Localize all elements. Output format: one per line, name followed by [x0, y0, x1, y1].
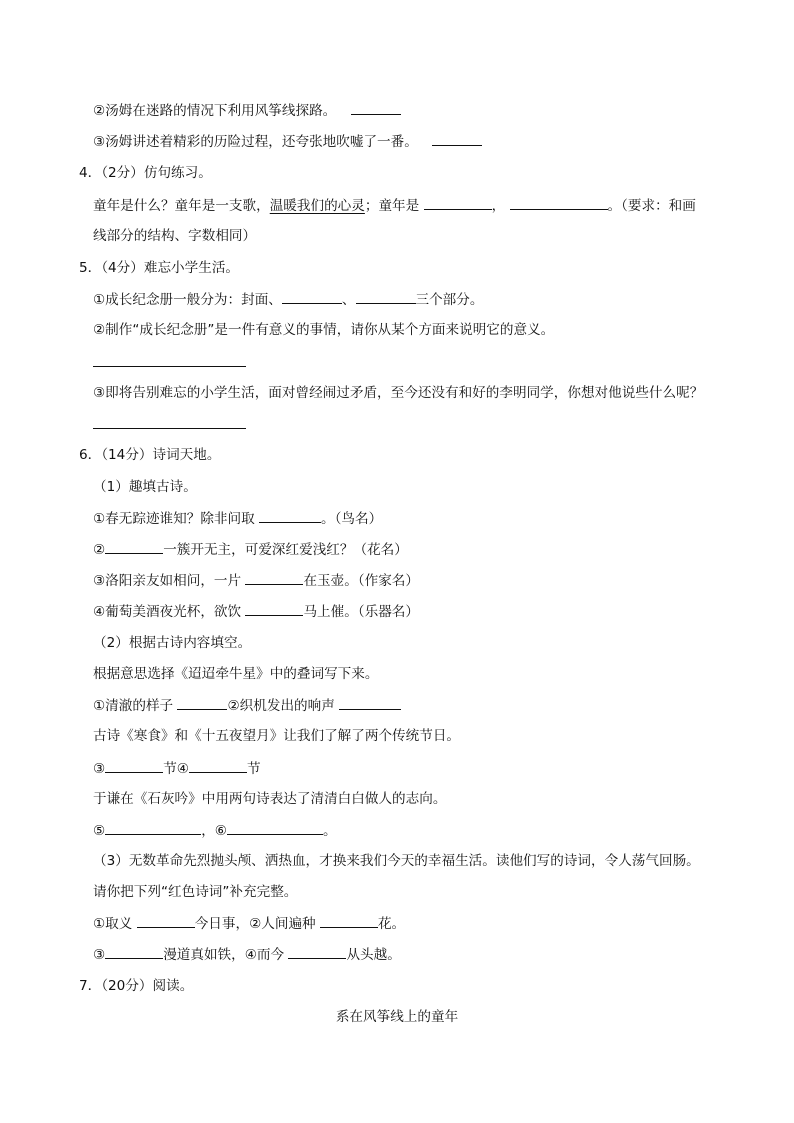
section-1-heading — [93, 477, 197, 497]
text: 从头越。 — [346, 947, 401, 963]
text: ， — [491, 198, 506, 214]
line-l1 — [93, 100, 401, 121]
text: ①清澈的样子 — [93, 698, 174, 714]
text: 5．（4分）难忘小学生活。 — [79, 260, 240, 276]
section-2-item-1-2 — [93, 695, 401, 716]
section-2-heading — [93, 633, 251, 653]
text: ②制作“成长纪念册”是一件有意义的事情，请你从某个方面来说明它的意义。 — [93, 322, 555, 338]
question-6-heading — [79, 445, 221, 465]
question-5-item-1 — [93, 289, 483, 310]
question-4-heading — [79, 163, 212, 183]
answer-blank[interactable] — [351, 100, 401, 115]
text: 今日事，②人间遍种 — [194, 916, 316, 932]
text: （1）趣填古诗。 — [93, 479, 197, 495]
text: 根据意思选择《迢迢牵牛星》中的叠词写下来。 — [93, 666, 379, 682]
question-7-heading — [79, 976, 193, 996]
text: ①取义 — [93, 916, 133, 932]
answer-blank[interactable] — [282, 289, 342, 304]
answer-blank[interactable] — [105, 944, 163, 959]
section-2-limestone-text — [93, 789, 446, 809]
text: （2）根据古诗内容填空。 — [93, 635, 252, 651]
text: 漫道真如铁，④而今 — [163, 947, 285, 963]
text: 线部分的结构、字数相同） — [93, 228, 257, 244]
answer-blank[interactable] — [339, 695, 401, 710]
answer-line[interactable] — [93, 366, 246, 367]
text: ②汤姆在迷路的情况下利用风筝线探路。 — [93, 103, 337, 119]
poem-item-2 — [93, 539, 408, 560]
answer-blank[interactable] — [245, 601, 303, 616]
text: ；童年是 — [364, 198, 420, 214]
answer-blank[interactable] — [105, 758, 163, 773]
answer-blank[interactable] — [245, 570, 303, 585]
line-l2 — [93, 131, 482, 152]
section-3-item-1-2 — [93, 913, 405, 934]
answer-blank[interactable] — [105, 539, 163, 554]
answer-blank[interactable] — [259, 508, 321, 523]
section-2-festival-text — [93, 726, 460, 746]
question-5-item-3 — [93, 383, 703, 403]
text: 节④ — [163, 761, 189, 777]
text: ，⑥ — [201, 823, 227, 839]
passage-title — [0, 1007, 794, 1027]
text: 马上催。（乐器名） — [303, 604, 419, 620]
text: 。（鸟名） — [321, 511, 383, 527]
underlined-text: 温暖我们的心灵 — [269, 198, 365, 214]
text: 4．（2分）仿句练习。 — [79, 165, 212, 181]
answer-blank[interactable] — [105, 820, 201, 835]
text: ③洛阳亲友如相问，一片 — [93, 573, 242, 589]
section-3-instruction — [93, 882, 297, 902]
section-2-instruction — [93, 664, 378, 684]
text: 。 — [322, 823, 337, 839]
section-3-item-3-4 — [93, 944, 401, 965]
answer-blank[interactable] — [137, 913, 195, 928]
text: 童年是什么？童年是一支歌， — [93, 198, 270, 214]
text: ②织机发出的响声 — [227, 698, 335, 714]
answer-blank[interactable] — [432, 131, 482, 146]
question-5-heading — [79, 258, 239, 278]
poem-item-1 — [93, 508, 382, 529]
text: 。（要求：和画 — [607, 198, 696, 214]
answer-blank[interactable] — [177, 695, 227, 710]
question-4-line-1 — [93, 195, 696, 216]
answer-blank[interactable] — [227, 820, 323, 835]
text: 花。 — [377, 916, 406, 932]
text: 古诗《寒食》和《十五夜望月》让我们了解了两个传统节日。 — [93, 728, 461, 744]
section-2-item-5-6 — [93, 820, 337, 841]
text: ①成长纪念册一般分为：封面、 — [93, 292, 282, 308]
text: 请你把下列“红色诗词”补充完整。 — [93, 884, 298, 900]
question-5-item-2 — [93, 320, 554, 340]
answer-blank[interactable] — [189, 758, 247, 773]
section-2-item-3-4 — [93, 758, 261, 779]
text: 在玉壶。（作家名） — [303, 573, 419, 589]
text: 节 — [246, 761, 261, 777]
answer-blank[interactable] — [356, 289, 416, 304]
section-3-heading — [93, 851, 700, 871]
poem-item-4 — [93, 601, 419, 622]
answer-blank[interactable] — [320, 913, 378, 928]
text: ② — [93, 542, 106, 558]
answer-line[interactable] — [93, 428, 246, 429]
text: ①春无踪迹谁知？除非问取 — [93, 511, 255, 527]
text: （3）无数革命先烈抛头颅、洒热血，才换来我们今天的幸福生活。读他们写的诗词，令人荡气回肠。 — [93, 853, 700, 869]
answer-blank[interactable] — [424, 195, 492, 210]
text: 系在风筝线上的童年 — [335, 1009, 459, 1025]
text: ③即将告别难忘的小学生活，面对曾经闹过矛盾，至今还没有和好的李明同学，你想对他说些什么呢？ — [93, 385, 704, 401]
text: 三个部分。 — [415, 292, 484, 308]
text: 、 — [341, 292, 356, 308]
answer-blank[interactable] — [288, 944, 346, 959]
answer-blank[interactable] — [510, 195, 608, 210]
text: 7．（20分）阅读。 — [79, 978, 194, 994]
text: ③ — [93, 761, 106, 777]
text: 一簇开无主，可爱深红爱浅红？（花名） — [163, 542, 408, 558]
text: 于谦在《石灰吟》中用两句诗表达了清清白白做人的志向。 — [93, 791, 447, 807]
text: ⑤ — [93, 823, 106, 839]
poem-item-3 — [93, 570, 419, 591]
text: ③ — [93, 947, 106, 963]
text: ④葡萄美酒夜光杯，欲饮 — [93, 604, 242, 620]
question-4-line-2 — [93, 226, 256, 246]
text: ③汤姆讲述着精彩的历险过程，还夸张地吹嘘了一番。 — [93, 134, 418, 150]
text: 6．（14分）诗词天地。 — [79, 447, 221, 463]
